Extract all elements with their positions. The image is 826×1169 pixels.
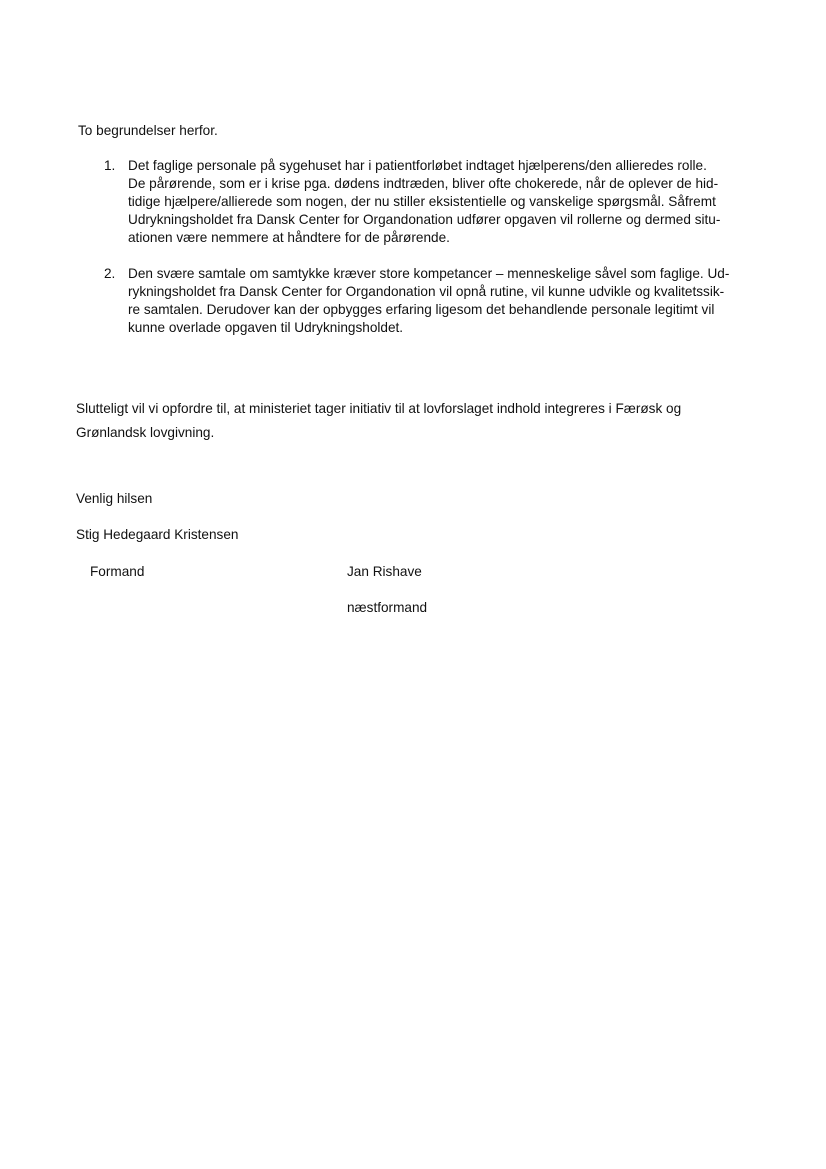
- signatory-role: Formand: [90, 564, 145, 579]
- list-item-line: rykningsholdet fra Dansk Center for Organdonation vil opnå rutine, vil kunne udvikle og kvalitetssik-: [128, 284, 725, 299]
- signatory-role: næstformand: [347, 600, 428, 615]
- list-item-text: [128, 265, 729, 337]
- list-item-line: Det faglige personale på sygehuset har i patientforløbet indtaget hjælperens/den allieredes rolle.: [128, 158, 707, 173]
- list-item-number: 1.: [104, 158, 116, 173]
- list-item-line: De pårørende, som er i krise pga. dødens indtræden, bliver ofte chokerede, når de oplever de hid-: [128, 176, 719, 191]
- signatory-name: Stig Hedegaard Kristensen: [76, 527, 239, 542]
- signatory-name: Jan Rishave: [347, 564, 422, 579]
- closing-paragraph-line: Grønlandsk lovgivning.: [76, 425, 215, 440]
- list-item-line: kunne overlade opgaven til Udrykningsholdet.: [128, 320, 404, 335]
- list-item-line: Udrykningsholdet fra Dansk Center for Organdonation udfører opgaven vil rollerne og dermed situ-: [128, 212, 721, 227]
- greeting: Venlig hilsen: [76, 491, 153, 506]
- list-item-line: ationen være nemmere at håndtere for de pårørende.: [128, 230, 450, 245]
- intro-text: To begrundelser herfor.: [78, 123, 218, 138]
- list-item-line: re samtalen. Derudover kan der opbygges erfaring ligesom det behandlende personale legitimt vil: [128, 302, 715, 317]
- list-item-line: tidige hjælpere/allierede som nogen, der nu stiller eksistentielle og vanskelige spørgsmål. Såfremt: [128, 194, 716, 209]
- list-item-line: Den svære samtale om samtykke kræver store kompetancer – menneskelige såvel som faglige. Ud-: [128, 266, 730, 281]
- list-item-number: 2.: [104, 266, 116, 281]
- closing-paragraph-line: Slutteligt vil vi opfordre til, at ministeriet tager initiativ til at lovforslaget indhold integreres i Færøsk og: [76, 401, 682, 416]
- list-item-text: [128, 157, 720, 247]
